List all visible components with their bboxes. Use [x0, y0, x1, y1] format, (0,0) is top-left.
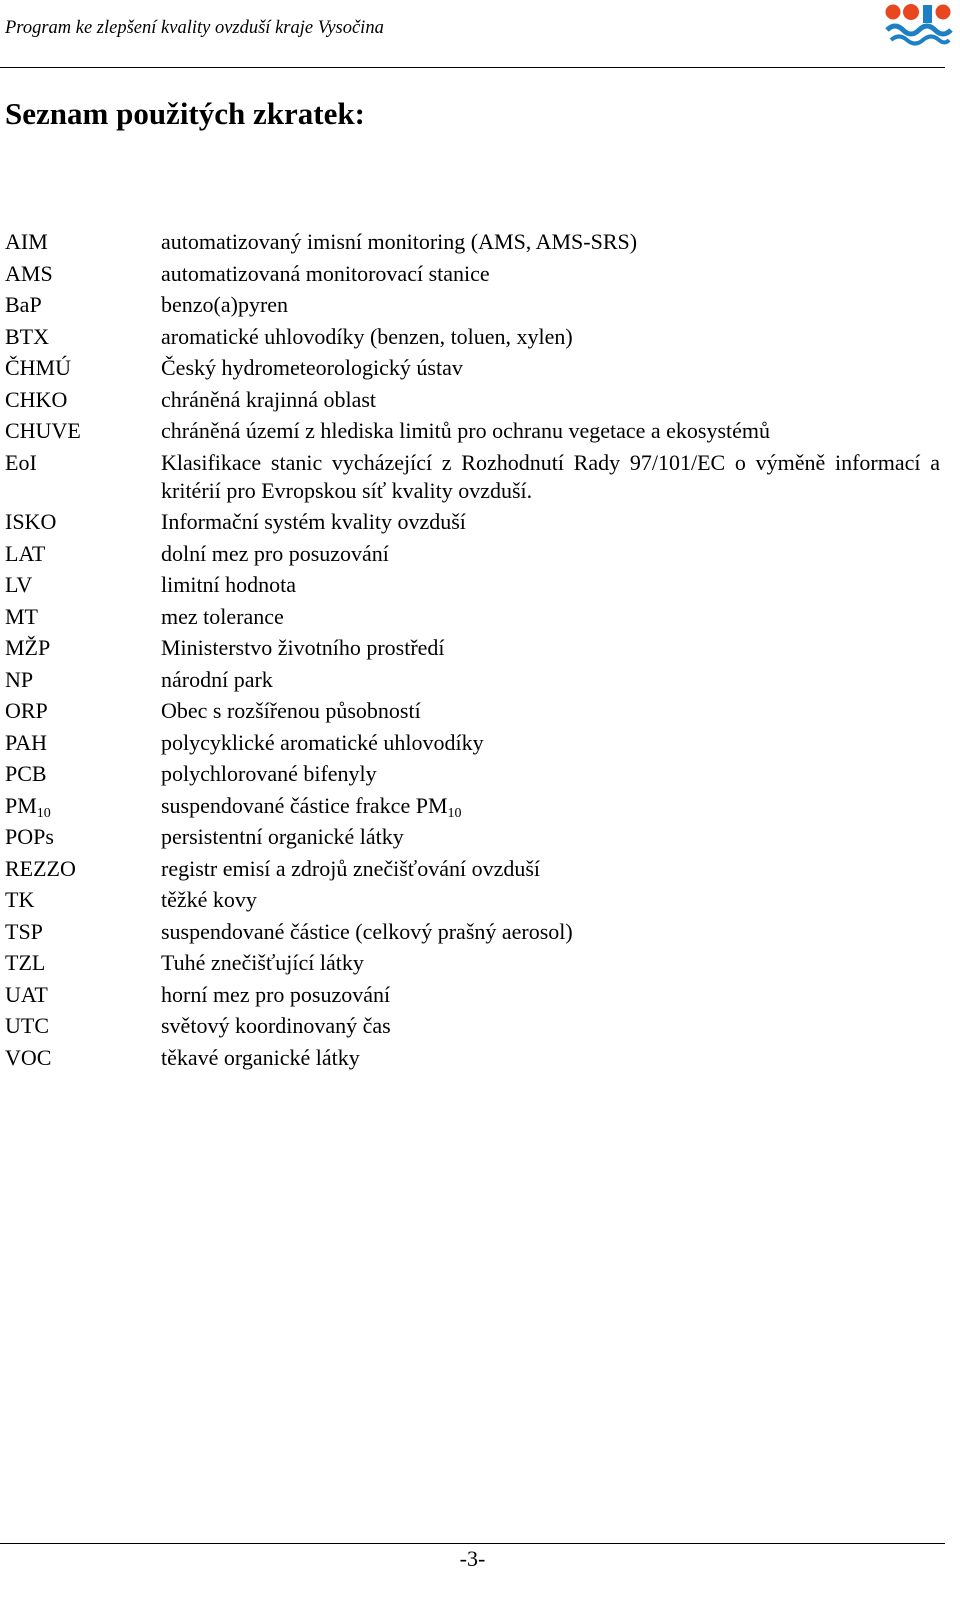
- abbreviation-term-text: LAT: [5, 540, 46, 566]
- abbreviation-term-text: UTC: [5, 1013, 49, 1038]
- logo-red-circle-middle: [903, 4, 919, 20]
- abbreviation-term: [5, 760, 161, 788]
- logo-blue-block: [923, 5, 932, 23]
- header-divider: [0, 67, 945, 68]
- kraj-vysocina-logo-icon: [885, 0, 955, 48]
- abbreviation-term-text: POPs: [5, 824, 54, 849]
- abbreviation-definition-text: světový koordinovaný čas: [161, 1013, 391, 1038]
- abbreviation-definition: [161, 260, 940, 288]
- abbreviation-term-text: ČHMÚ: [5, 355, 72, 380]
- abbreviation-row: [5, 1044, 940, 1072]
- abbreviation-definition-text: chráněná území z hlediska limitů pro ochranu vegetace a ekosystémů: [161, 418, 771, 443]
- abbreviation-definition-text: Ministerstvo životního prostředí: [161, 635, 445, 660]
- abbreviation-term: [5, 571, 161, 599]
- abbreviation-row: [5, 729, 940, 757]
- abbreviation-row: [5, 508, 940, 536]
- abbreviation-definition-text: mez tolerance: [161, 603, 284, 629]
- abbreviation-term: [5, 918, 161, 946]
- abbreviation-definition: [161, 1044, 940, 1072]
- abbreviation-definition-text: polycyklické aromatické uhlovodíky: [161, 729, 484, 755]
- abbreviation-row: [5, 354, 940, 382]
- abbreviation-definition: [161, 855, 940, 883]
- abbreviation-row: [5, 228, 940, 256]
- abbreviation-definition-subscript: 10: [447, 805, 462, 821]
- abbreviation-definition: [161, 354, 940, 382]
- abbreviation-row: [5, 1012, 940, 1040]
- abbreviation-definition: [161, 697, 940, 725]
- abbreviation-definition: [161, 1012, 940, 1040]
- page-header: [0, 0, 960, 70]
- abbreviation-row: [5, 291, 940, 319]
- abbreviation-row: [5, 449, 940, 505]
- abbreviation-row: [5, 386, 940, 414]
- abbreviation-term-text: MŽP: [5, 635, 51, 660]
- abbreviation-definition-text: chráněná krajinná oblast: [161, 386, 377, 412]
- abbreviation-term: [5, 981, 161, 1009]
- abbreviation-term: [5, 823, 161, 851]
- abbreviation-definition: [161, 449, 940, 505]
- abbreviation-definition: [161, 886, 940, 914]
- logo-red-circle-left: [886, 5, 901, 20]
- abbreviation-definition-text: Obec s rozšířenou působností: [161, 698, 421, 723]
- abbreviation-term: [5, 603, 161, 631]
- abbreviation-row: [5, 571, 940, 599]
- abbreviation-term: [5, 666, 161, 694]
- abbreviation-term: [5, 449, 161, 477]
- abbreviation-definition: [161, 291, 940, 319]
- abbreviation-definition: [161, 323, 940, 351]
- abbreviation-definition: [161, 949, 940, 977]
- abbreviation-term: [5, 1012, 161, 1040]
- abbreviation-definition: [161, 603, 940, 631]
- abbreviation-definition-text: suspendované částice frakce PM: [161, 792, 448, 818]
- abbreviation-row: [5, 697, 940, 725]
- abbreviation-row: [5, 603, 940, 631]
- abbreviation-definition: [161, 760, 940, 788]
- abbreviation-definition-text: Informační systém kvality ovzduší: [161, 509, 466, 534]
- abbreviation-definition-text: registr emisí a zdrojů znečišťování ovzduší: [161, 855, 541, 881]
- abbreviation-term: [5, 886, 161, 914]
- page-number: -3-: [459, 1546, 486, 1571]
- abbreviation-definition: [161, 634, 940, 662]
- abbreviation-term-text: TZL: [5, 950, 46, 975]
- abbreviation-definition-text: těkavé organické látky: [161, 1044, 360, 1070]
- abbreviation-definition: [161, 823, 940, 851]
- abbreviation-definition-text: národní park: [161, 666, 273, 692]
- abbreviation-row: [5, 886, 940, 914]
- abbreviation-definition: [161, 729, 940, 757]
- abbreviation-row: [5, 323, 940, 351]
- abbreviation-definition: [161, 417, 940, 445]
- abbreviation-row: [5, 981, 940, 1009]
- abbreviation-term-text: EoI: [5, 449, 37, 475]
- abbreviation-definition: [161, 571, 940, 599]
- abbreviation-list: [5, 228, 940, 1075]
- header-title: Program ke zlepšení kvality ovzduší kraje Vysočina: [5, 18, 384, 38]
- abbreviation-row: [5, 666, 940, 694]
- abbreviation-definition: [161, 792, 940, 820]
- abbreviation-definition-text: horní mez pro posuzování: [161, 981, 391, 1007]
- logo-blue-wave: [887, 26, 951, 34]
- abbreviation-term-text: AMS: [5, 260, 53, 286]
- abbreviation-term-text: TSP: [5, 918, 43, 944]
- abbreviation-term: [5, 634, 161, 662]
- abbreviation-definition-text: dolní mez pro posuzování: [161, 540, 389, 566]
- abbreviation-term-text: UAT: [5, 981, 48, 1007]
- abbreviation-term-text: PCB: [5, 761, 47, 786]
- abbreviation-definition-text: polychlorované bifenyly: [161, 761, 377, 786]
- abbreviation-definition-text: automatizovaný imisní monitoring (AMS, AMS-SRS): [161, 229, 638, 254]
- abbreviation-definition-text: benzo(a)pyren: [161, 292, 289, 317]
- abbreviation-definition: [161, 666, 940, 694]
- abbreviation-term: [5, 508, 161, 536]
- abbreviation-term: [5, 228, 161, 256]
- abbreviation-term: [5, 792, 161, 820]
- abbreviation-row: [5, 417, 940, 445]
- abbreviation-term-text: MT: [5, 603, 38, 629]
- logo-red-circle-right: [936, 5, 951, 20]
- logo-blue-wave-lower: [891, 37, 949, 44]
- abbreviation-term-text: LV: [5, 572, 33, 597]
- abbreviation-term: [5, 291, 161, 319]
- abbreviation-term-text: TK: [5, 887, 35, 912]
- abbreviation-term-text: PAH: [5, 729, 47, 755]
- abbreviation-row: [5, 855, 940, 883]
- abbreviation-definition-text: těžké kovy: [161, 887, 257, 912]
- abbreviation-row: [5, 823, 940, 851]
- abbreviation-term: [5, 1044, 161, 1072]
- abbreviation-term: [5, 949, 161, 977]
- abbreviation-definition: [161, 918, 940, 946]
- abbreviation-term: [5, 386, 161, 414]
- abbreviation-term: [5, 260, 161, 288]
- abbreviation-term: [5, 855, 161, 883]
- abbreviation-row: [5, 540, 940, 568]
- abbreviation-term-text: NP: [5, 666, 34, 692]
- abbreviation-term: [5, 417, 161, 445]
- abbreviation-term-text: ISKO: [5, 509, 57, 534]
- abbreviation-definition: [161, 508, 940, 536]
- page-title: Seznam použitých zkratek:: [5, 96, 365, 131]
- abbreviation-term-text: PM: [5, 792, 37, 818]
- abbreviation-definition-text: persistentní organické látky: [161, 824, 404, 849]
- abbreviation-term: [5, 323, 161, 351]
- abbreviation-definition-text: automatizovaná monitorovací stanice: [161, 260, 490, 286]
- abbreviation-row: [5, 949, 940, 977]
- abbreviation-term-text: CHKO: [5, 386, 68, 412]
- abbreviation-definition-text: Tuhé znečišťující látky: [161, 950, 364, 975]
- abbreviation-definition: [161, 540, 940, 568]
- abbreviation-term: [5, 697, 161, 725]
- abbreviation-definition-text: suspendované částice (celkový prašný aerosol): [161, 918, 573, 944]
- abbreviation-term: [5, 729, 161, 757]
- abbreviation-definition-text: limitní hodnota: [161, 572, 297, 597]
- abbreviation-definition-text: Klasifikace stanic vycházející z Rozhodnutí Rady 97/101/EC o výměně informací a kritérií pro Evropskou síť kvality ovzduší.: [161, 449, 940, 503]
- abbreviation-term-text: BTX: [5, 323, 49, 349]
- abbreviation-definition: [161, 386, 940, 414]
- abbreviation-term-text: ORP: [5, 698, 48, 723]
- abbreviation-definition: [161, 981, 940, 1009]
- abbreviation-term-text: REZZO: [5, 855, 76, 881]
- abbreviation-term: [5, 540, 161, 568]
- abbreviation-row: [5, 760, 940, 788]
- abbreviation-definition: [161, 228, 940, 256]
- abbreviation-definition-text: Český hydrometeorologický ústav: [161, 355, 463, 380]
- abbreviation-row: [5, 792, 940, 820]
- abbreviation-definition-text: aromatické uhlovodíky (benzen, toluen, xylen): [161, 323, 573, 349]
- abbreviation-term-text: CHUVE: [5, 418, 81, 443]
- abbreviation-row: [5, 634, 940, 662]
- abbreviation-term-text: VOC: [5, 1044, 52, 1070]
- footer-divider: [0, 1543, 945, 1544]
- abbreviation-row: [5, 918, 940, 946]
- abbreviation-term-text: BaP: [5, 292, 42, 317]
- abbreviation-term-text: AIM: [5, 229, 48, 254]
- abbreviation-term-subscript: 10: [36, 805, 51, 821]
- abbreviation-row: [5, 260, 940, 288]
- abbreviation-term: [5, 354, 161, 382]
